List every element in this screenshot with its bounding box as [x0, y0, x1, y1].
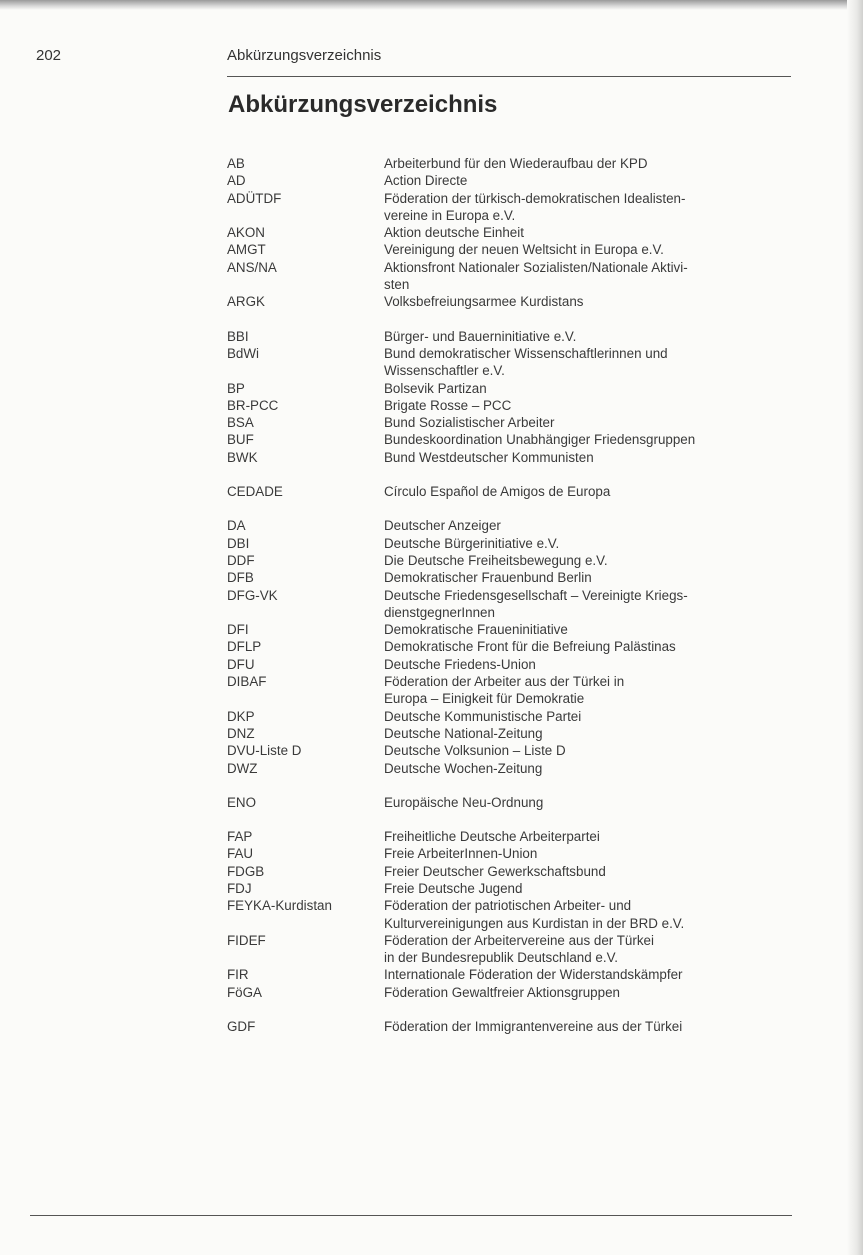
definition — [384, 621, 797, 638]
abbreviation: DFI — [227, 622, 249, 638]
abbreviation-entry — [227, 535, 797, 552]
definition — [384, 293, 797, 310]
abbreviation-entry — [227, 155, 797, 172]
abbreviation: FDJ — [227, 880, 252, 896]
abbreviation-entry — [227, 345, 797, 380]
definition-line: Deutsche National-Zeitung — [384, 725, 543, 741]
abbreviation: DWZ — [227, 760, 258, 776]
abbreviation: BR-PCC — [227, 397, 279, 413]
definition-line: Freiheitliche Deutsche Arbeiterpartei — [384, 829, 600, 845]
definition — [384, 742, 797, 759]
page-header — [36, 47, 791, 75]
definition-line: Wissenschaftler e.V. — [384, 363, 505, 379]
definition-line: Brigate Rosse – PCC — [384, 397, 512, 413]
abbreviation: DIBAF — [227, 674, 267, 690]
abbreviation: DDF — [227, 552, 255, 568]
abbreviation-entry — [227, 845, 797, 862]
abbreviation-entry — [227, 241, 797, 258]
abbreviation: ADÜTDF — [227, 190, 282, 206]
definition-line: vereine in Europa e.V. — [384, 207, 516, 223]
abbreviation-entry — [227, 328, 797, 345]
definition-line: Freie ArbeiterInnen-Union — [384, 846, 538, 862]
definition — [384, 845, 797, 862]
definition-line: Deutsche Kommunistische Partei — [384, 708, 582, 724]
definition-line: Arbeiterbund für den Wiederaufbau der KPD — [384, 156, 648, 171]
definition — [384, 449, 797, 466]
definition-line: Internationale Föderation der Widerstandskämpfer — [384, 967, 683, 983]
abbreviation: FIDEF — [227, 932, 266, 948]
definition-line: sten — [384, 277, 410, 293]
definition-line: dienstgegnerInnen — [384, 604, 495, 620]
abbreviation-list — [227, 155, 797, 1035]
definition — [384, 708, 797, 725]
definition-line: Bürger- und Bauerninitiative e.V. — [384, 328, 577, 344]
definition — [384, 794, 797, 811]
footer-rule — [30, 1215, 792, 1216]
definition — [384, 725, 797, 742]
abbreviation: DBI — [227, 535, 250, 551]
scan-right-edge — [847, 0, 863, 1255]
definition — [384, 224, 797, 241]
group-gap — [227, 811, 797, 828]
abbreviation: FDGB — [227, 863, 265, 879]
abbreviation: FAU — [227, 846, 254, 862]
definition-line: Círculo Español de Amigos de Europa — [384, 484, 611, 500]
abbreviation: FAP — [227, 829, 253, 845]
abbreviation: FEYKA-Kurdistan — [227, 898, 332, 914]
abbreviation-entry — [227, 966, 797, 983]
definition-line: Bolsevik Partizan — [384, 380, 487, 396]
abbreviation-entry — [227, 880, 797, 897]
abbreviation: DKP — [227, 708, 255, 724]
definition — [384, 880, 797, 897]
definition — [384, 172, 797, 189]
abbreviation: DFU — [227, 656, 255, 672]
definition-line: Föderation der Arbeitervereine aus der Türkei — [384, 932, 654, 948]
definition — [384, 259, 797, 294]
group-gap — [227, 777, 797, 794]
definition — [384, 345, 797, 380]
abbreviation-entry — [227, 172, 797, 189]
abbreviation-entry — [227, 587, 797, 622]
abbreviation-entry — [227, 708, 797, 725]
abbreviation-entry — [227, 932, 797, 967]
definition-line: Kulturvereinigungen aus Kurdistan in der BRD e.V. — [384, 915, 685, 931]
definition-line: Deutsche Volksunion – Liste D — [384, 743, 566, 759]
definition — [384, 656, 797, 673]
definition-line: Deutscher Anzeiger — [384, 518, 501, 534]
definition — [384, 897, 797, 932]
definition — [384, 760, 797, 777]
definition — [384, 984, 797, 1001]
header-rule — [227, 76, 791, 77]
definition — [384, 587, 797, 622]
abbreviation-entry — [227, 449, 797, 466]
abbreviation-entry — [227, 656, 797, 673]
definition-line: Föderation Gewaltfreier Aktionsgruppen — [384, 984, 620, 1000]
abbreviation-entry — [227, 380, 797, 397]
abbreviation: DVU-Liste D — [227, 743, 302, 759]
running-title: Abkürzungsverzeichnis — [227, 47, 382, 64]
page-title: Abkürzungsverzeichnis — [228, 91, 498, 118]
abbreviation: DNZ — [227, 725, 255, 741]
definition-line: Freier Deutscher Gewerkschaftsbund — [384, 863, 606, 879]
abbreviation-entry — [227, 742, 797, 759]
abbreviation: BUF — [227, 432, 254, 448]
abbreviation: DA — [227, 518, 246, 534]
definition-line: Föderation der patriotischen Arbeiter- und — [384, 898, 632, 914]
abbreviation-entry — [227, 863, 797, 880]
definition — [384, 828, 797, 845]
group-gap — [227, 1001, 797, 1018]
abbreviation: BBI — [227, 328, 249, 344]
abbreviation: BdWi — [227, 345, 259, 361]
abbreviation-entry — [227, 259, 797, 294]
definition — [384, 414, 797, 431]
definition-line: Föderation der türkisch-demokratischen Idealisten- — [384, 190, 686, 206]
abbreviation-entry — [227, 190, 797, 225]
definition-line: Action Directe — [384, 173, 468, 189]
definition — [384, 431, 797, 448]
abbreviation: AD — [227, 173, 246, 189]
abbreviation-entry — [227, 828, 797, 845]
group-gap — [227, 311, 797, 328]
abbreviation-entry — [227, 224, 797, 241]
definition-line: Bundeskoordination Unabhängiger Friedensgruppen — [384, 432, 696, 448]
abbreviation-entry — [227, 552, 797, 569]
abbreviation: AMGT — [227, 242, 266, 258]
abbreviation-entry — [227, 984, 797, 1001]
definition-line: Aktion deutsche Einheit — [384, 225, 524, 241]
abbreviation: AKON — [227, 225, 265, 241]
definition-line: Demokratische Fraueninitiative — [384, 622, 568, 638]
definition-line: Föderation der Immigrantenvereine aus der Türkei — [384, 1019, 683, 1035]
definition-line: Vereinigung der neuen Weltsicht in Europa e.V. — [384, 242, 664, 258]
scan-top-edge — [0, 0, 863, 10]
abbreviation: ARGK — [227, 294, 265, 310]
definition-line: Europa – Einigkeit für Demokratie — [384, 691, 585, 707]
abbreviation-entry — [227, 673, 797, 708]
definition-line: Europäische Neu-Ordnung — [384, 794, 544, 810]
definition — [384, 932, 797, 967]
abbreviation-entry — [227, 397, 797, 414]
abbreviation-entry — [227, 517, 797, 534]
definition — [384, 569, 797, 586]
group-gap — [227, 500, 797, 517]
definition-line: Demokratischer Frauenbund Berlin — [384, 570, 592, 586]
abbreviation: BP — [227, 380, 245, 396]
definition — [384, 966, 797, 983]
abbreviation: DFG-VK — [227, 587, 278, 603]
definition — [384, 483, 797, 500]
abbreviation-entry — [227, 794, 797, 811]
abbreviation-entry — [227, 725, 797, 742]
definition — [384, 535, 797, 552]
abbreviation-entry — [227, 1018, 797, 1035]
abbreviation: GDF — [227, 1019, 256, 1035]
abbreviation-entry — [227, 293, 797, 310]
page-number: 202 — [36, 47, 62, 64]
abbreviation-entry — [227, 483, 797, 500]
definition — [384, 673, 797, 708]
definition-line: Deutsche Friedensgesellschaft – Vereinigte Kriegs- — [384, 587, 688, 603]
definition-line: Freie Deutsche Jugend — [384, 880, 523, 896]
abbreviation-entry — [227, 621, 797, 638]
abbreviation-entry — [227, 414, 797, 431]
definition-line: Deutsche Friedens-Union — [384, 656, 536, 672]
abbreviation: ANS/NA — [227, 259, 277, 275]
definition — [384, 552, 797, 569]
definition — [384, 328, 797, 345]
definition-line: Die Deutsche Freiheitsbewegung e.V. — [384, 552, 608, 568]
definition-line: Bund Westdeutscher Kommunisten — [384, 449, 594, 465]
abbreviation: BSA — [227, 415, 254, 431]
definition-line: Demokratische Front für die Befreiung Palästinas — [384, 639, 676, 655]
abbreviation-entry — [227, 897, 797, 932]
definition — [384, 863, 797, 880]
abbreviation-entry — [227, 760, 797, 777]
definition — [384, 517, 797, 534]
abbreviation: FöGA — [227, 984, 262, 1000]
definition — [384, 190, 797, 225]
definition — [384, 380, 797, 397]
definition — [384, 1018, 797, 1035]
abbreviation: AB — [227, 156, 245, 171]
definition-line: Deutsche Wochen-Zeitung — [384, 760, 543, 776]
group-gap — [227, 466, 797, 483]
definition — [384, 155, 797, 172]
definition-line: Bund Sozialistischer Arbeiter — [384, 415, 555, 431]
definition-line: Volksbefreiungsarmee Kurdistans — [384, 294, 584, 310]
abbreviation: CEDADE — [227, 484, 283, 500]
definition-line: in der Bundesrepublik Deutschland e.V. — [384, 950, 618, 966]
abbreviation-entry — [227, 431, 797, 448]
definition-line: Deutsche Bürgerinitiative e.V. — [384, 535, 560, 551]
abbreviation-entry — [227, 569, 797, 586]
definition-line: Föderation der Arbeiter aus der Türkei in — [384, 674, 625, 690]
definition-line: Aktionsfront Nationaler Sozialisten/Nationale Aktivi- — [384, 259, 688, 275]
abbreviation: BWK — [227, 449, 258, 465]
definition — [384, 397, 797, 414]
definition — [384, 241, 797, 258]
abbreviation: ENO — [227, 794, 257, 810]
definition-line: Bund demokratischer Wissenschaftlerinnen und — [384, 345, 668, 361]
abbreviation: DFB — [227, 570, 254, 586]
abbreviation: FIR — [227, 967, 249, 983]
abbreviation: DFLP — [227, 639, 262, 655]
definition — [384, 638, 797, 655]
abbreviation-entry — [227, 638, 797, 655]
